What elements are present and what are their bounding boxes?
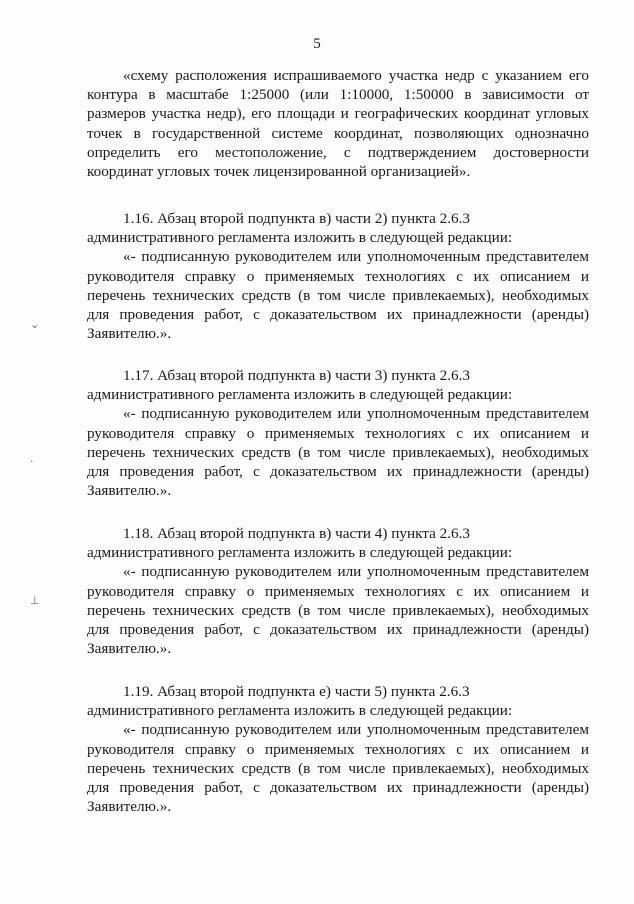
scan-mark: ⊥ [30,594,40,607]
item-heading-continuation: административного регламента изложить в следующей редакции: [87,544,513,562]
item-heading: 1.19. Абзац второй подпункта е) части 5) пункта 2.6.3 [123,683,470,700]
item-heading: 1.18. Абзац второй подпункта в) части 4) пункта 2.6.3 [123,525,471,542]
item-body: «- подписанную руководителем или уполномоченным представителем руководителя справку о применяемых технологиях с их описанием и перечень технических средств (в том числе привлекаемых), необходимых для проведения работ, с доказательством их принадлежности (аренды) Заявителю.». [87,721,589,816]
intro-section [87,66,589,181]
page-number: 5 [313,36,321,52]
item-1-18 [87,524,589,658]
item-heading-continuation: административного регламента изложить в следующей редакции: [87,229,513,247]
item-1-17 [87,366,589,500]
item-body: «- подписанную руководителем или уполномоченным представителем руководителя справку о применяемых технологиях с их описанием и перечень технических средств (в том числе привлекаемых), необходимых для проведения работ, с доказательством их принадлежности (аренды) Заявителю.». [87,563,589,658]
scan-mark: · [30,455,34,468]
item-body: «- подписанную руководителем или уполномоченным представителем руководителя справку о применяемых технологиях с их описанием и перечень технических средств (в том числе привлекаемых), необходимых для проведения работ, с доказательством их принадлежности (аренды) Заявителю.». [87,248,589,343]
scan-mark: ⌄ [30,318,40,331]
item-body: «- подписанную руководителем или уполномоченным представителем руководителя справку о применяемых технологиях с их описанием и перечень технических средств (в том числе привлекаемых), необходимых для проведения работ, с доказательством их принадлежности (аренды) Заявителю.». [87,405,589,500]
item-heading: 1.16. Абзац второй подпункта в) части 2) пункта 2.6.3 [123,210,471,227]
item-heading-continuation: административного регламента изложить в следующей редакции: [87,386,513,404]
item-1-19 [87,682,589,816]
item-heading-continuation: административного регламента изложить в следующей редакции: [87,702,513,720]
intro-paragraph: «схему расположения испрашиваемого участка недр с указанием его контура в масштабе 1:25000 (или 1:10000, 1:50000 в зависимости от размеров участка недр), его площади и географических координат угловых точек в государственной системе координат, позволяющих однозначно определить его местоположение, с подтверждением достоверности координат угловых точек лицензированной организацией». [87,67,589,181]
item-heading: 1.17. Абзац второй подпункта в) части 3) пункта 2.6.3 [123,367,471,384]
item-1-16 [87,209,589,343]
